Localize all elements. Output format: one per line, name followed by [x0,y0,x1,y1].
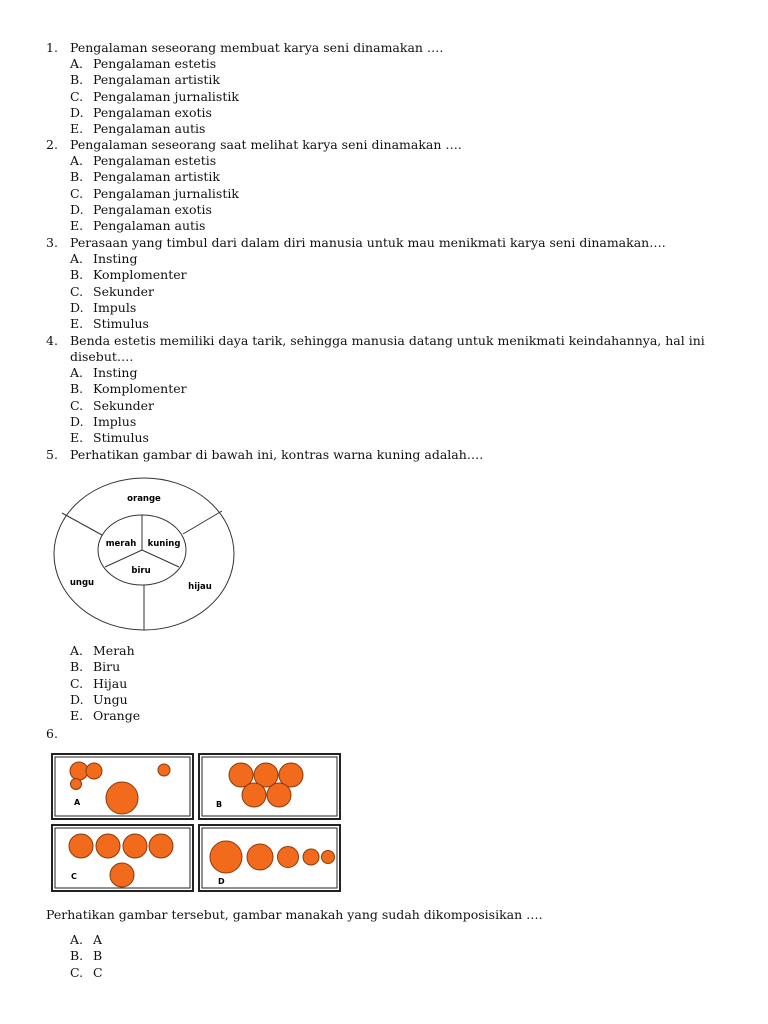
option-a[interactable] [70,153,239,169]
circle [247,844,273,870]
option-text: Ungu [93,691,128,707]
option-text: Stimulus [93,430,149,446]
option-text: Sekunder [93,397,155,413]
option-letter: C. [70,88,84,104]
circle [242,783,266,807]
option-c[interactable] [70,965,103,981]
wheel-label-merah: merah [105,539,137,549]
option-a[interactable] [70,56,239,72]
option-text: Pengalaman jurnalistik [93,88,239,104]
option-letter: C. [70,397,84,413]
wheel-label-biru: biru [131,566,151,576]
circle [158,764,170,776]
option-a[interactable] [70,932,103,948]
circle [110,863,134,887]
option-a[interactable] [70,251,187,267]
option-text: Merah [93,643,135,658]
option-letter: C. [70,964,84,980]
question-1 [46,40,726,56]
option-e[interactable] [70,218,239,234]
option-d[interactable] [70,300,187,316]
composition-panels-figure [50,752,342,894]
circle [322,851,335,864]
wheel-label-kuning: kuning [147,539,181,549]
option-a[interactable] [70,365,187,381]
question-text: Perhatikan gambar tersebut, gambar manakah yang sudah dikomposisikan …. [46,907,543,922]
panel-label: D [218,877,225,886]
option-c[interactable] [70,398,187,414]
option-text: B [93,948,103,964]
question-2 [46,137,726,153]
wheel-label-orange: orange [127,494,161,504]
option-text: Hijau [93,675,128,691]
option-e[interactable] [70,316,187,332]
question-3 [46,235,726,251]
option-text: Impuls [93,299,137,315]
option-text: Sekunder [93,283,155,299]
panel-d [199,825,340,891]
option-text: Pengalaman exotis [93,201,212,217]
option-b[interactable] [70,72,239,88]
option-letter: B. [70,948,84,964]
option-letter: C. [70,283,84,299]
option-b[interactable] [70,381,187,397]
option-letter: C. [70,675,84,691]
option-letter: E. [70,316,84,332]
option-e[interactable] [70,708,140,724]
option-letter: E. [70,218,84,234]
option-letter: B. [70,72,84,88]
panel-c [52,825,193,891]
question-text: Pengalaman seseorang membuat karya seni dinamakan …. [70,40,444,55]
option-text: Biru [93,659,121,675]
option-text: Stimulus [93,316,149,332]
option-text: Pengalaman artistik [93,72,220,88]
option-letter: A. [70,365,84,380]
circle [210,841,242,873]
question-number: 2. [46,137,58,152]
option-text: C [93,964,103,980]
option-text: Pengalaman autis [93,218,206,234]
option-text: Pengalaman estetis [93,56,217,71]
circle [278,847,299,868]
color-wheel-figure [50,474,240,634]
option-b[interactable] [70,659,140,675]
option-text: Komplomenter [93,267,187,283]
option-letter: D. [70,691,84,707]
question-5 [46,447,726,463]
option-text: Pengalaman artistik [93,169,220,185]
option-a[interactable] [70,643,140,659]
circle [96,834,120,858]
question-3-options [70,251,187,332]
option-d[interactable] [70,202,239,218]
option-letter: B. [70,169,84,185]
option-letter: B. [70,659,84,675]
option-c[interactable] [70,284,187,300]
option-text: Komplomenter [93,381,187,397]
option-b[interactable] [70,948,103,964]
option-d[interactable] [70,105,239,121]
option-b[interactable] [70,169,239,185]
option-letter: B. [70,381,84,397]
option-letter: A. [70,153,84,168]
option-letter: E. [70,121,84,137]
option-letter: D. [70,201,84,217]
question-5-options [70,643,140,724]
question-1-options [70,56,239,137]
option-text: Pengalaman estetis [93,153,217,168]
option-letter: D. [70,299,84,315]
circle [123,834,147,858]
panel-b [199,754,340,819]
question-text: Benda estetis memiliki daya tarik, sehingga manusia datang untuk menikmati keindahannya, hal ini disebut…. [70,333,705,365]
option-d[interactable] [70,692,140,708]
option-e[interactable] [70,121,239,137]
option-text: Insting [93,251,138,266]
option-c[interactable] [70,676,140,692]
question-text: Perasaan yang timbul dari dalam diri manusia untuk mau menikmati karya seni dinamakan…. [70,235,666,250]
wheel-label-ungu: ungu [69,578,95,588]
option-text: A [93,932,103,947]
panel-a [52,754,193,819]
option-letter: A. [70,643,84,658]
option-d[interactable] [70,414,187,430]
circle [71,779,82,790]
option-letter: D. [70,104,84,120]
circle [267,783,291,807]
option-letter: E. [70,708,84,724]
option-letter: A. [70,56,84,71]
option-c[interactable] [70,89,239,105]
question-number: 5. [46,447,58,462]
option-letter: E. [70,430,84,446]
panel-label: C [71,872,77,881]
wheel-label-hijau: hijau [188,582,212,592]
circle [303,849,319,865]
circle [106,782,138,814]
circle [86,763,102,779]
option-letter: B. [70,267,84,283]
option-text: Insting [93,365,138,380]
panel-label: B [216,800,223,809]
question-number: 4. [46,333,58,348]
option-text: Orange [93,708,141,724]
option-c[interactable] [70,186,239,202]
question-number: 1. [46,40,58,55]
option-b[interactable] [70,267,187,283]
option-letter: A. [70,932,84,947]
option-letter: A. [70,251,84,266]
question-text: Pengalaman seseorang saat melihat karya seni dinamakan …. [70,137,462,152]
option-letter: D. [70,413,84,429]
question-6-options [70,932,103,981]
question-4-options [70,365,187,446]
option-e[interactable] [70,430,187,446]
question-4 [46,333,726,366]
option-text: Pengalaman autis [93,121,206,137]
circle [70,762,88,780]
question-number: 6. [46,726,58,741]
option-text: Implus [93,413,137,429]
circle [69,834,93,858]
option-text: Pengalaman exotis [93,104,212,120]
panel-label: A [74,798,81,807]
question-2-options [70,153,239,234]
circle [149,834,173,858]
question-text: Perhatikan gambar di bawah ini, kontras warna kuning adalah…. [70,447,484,462]
option-text: Pengalaman jurnalistik [93,185,239,201]
option-letter: C. [70,185,84,201]
question-number: 3. [46,235,58,250]
question-6-prompt [46,907,726,923]
